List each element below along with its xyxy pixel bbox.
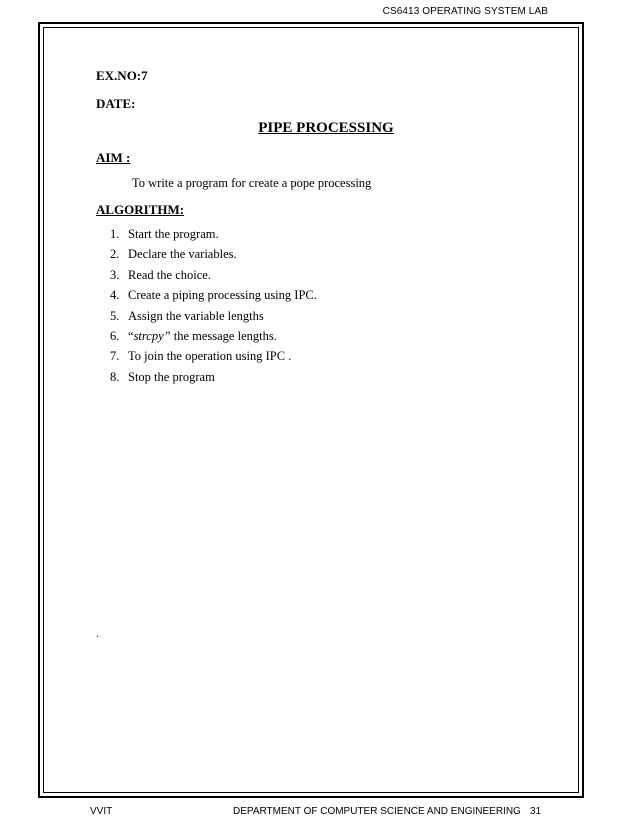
step-text-rest: the message lengths. (170, 328, 277, 343)
algorithm-step (110, 369, 317, 389)
page-border-inner (43, 27, 579, 793)
footer-department: DEPARTMENT OF COMPUTER SCIENCE AND ENGINEERING (233, 806, 521, 817)
step-code-term: strcpy” (133, 328, 171, 343)
algorithm-step (110, 246, 317, 266)
step-number: 5. (110, 308, 120, 323)
algorithm-step (110, 226, 317, 246)
page-title-text: PIPE PROCESSING (258, 120, 394, 136)
algorithm-step (110, 287, 317, 307)
step-number: 4. (110, 288, 120, 303)
step-text (128, 328, 277, 348)
step-text: Start the program. (128, 227, 219, 241)
aim-text: To write a program for create a pope processing (132, 176, 372, 190)
algorithm-steps (110, 226, 317, 389)
step-text: To join the operation using IPC . (128, 349, 292, 364)
step-number: 2. (110, 247, 120, 262)
step-number: 6. (110, 328, 120, 343)
step-text: Declare the variables. (128, 247, 237, 262)
exercise-number: EX.NO:7 (96, 68, 148, 83)
header-course-title: CS6413 OPERATING SYSTEM LAB (382, 6, 548, 17)
page-title (0, 120, 638, 137)
algorithm-heading: ALGORITHM: (96, 202, 185, 217)
algorithm-step (110, 328, 317, 348)
step-text: Create a piping processing using IPC. (128, 288, 317, 303)
step-number: 8. (110, 369, 120, 384)
stray-period: . (96, 626, 99, 640)
step-text: Assign the variable lengths (128, 308, 264, 323)
step-number: 7. (110, 349, 120, 364)
step-text: Read the choice. (128, 267, 211, 282)
footer-institution: VVIT (90, 806, 113, 817)
exercise-date-label: DATE: (96, 96, 136, 111)
footer-page-number: 31 (530, 806, 542, 817)
aim-heading: AIM : (96, 150, 131, 165)
step-open-quote: “ (128, 328, 134, 343)
step-number: 1. (110, 227, 120, 241)
step-number: 3. (110, 267, 120, 282)
algorithm-step (110, 267, 317, 287)
algorithm-step (110, 308, 317, 328)
algorithm-step (110, 348, 317, 368)
step-text: Stop the program (128, 369, 215, 384)
